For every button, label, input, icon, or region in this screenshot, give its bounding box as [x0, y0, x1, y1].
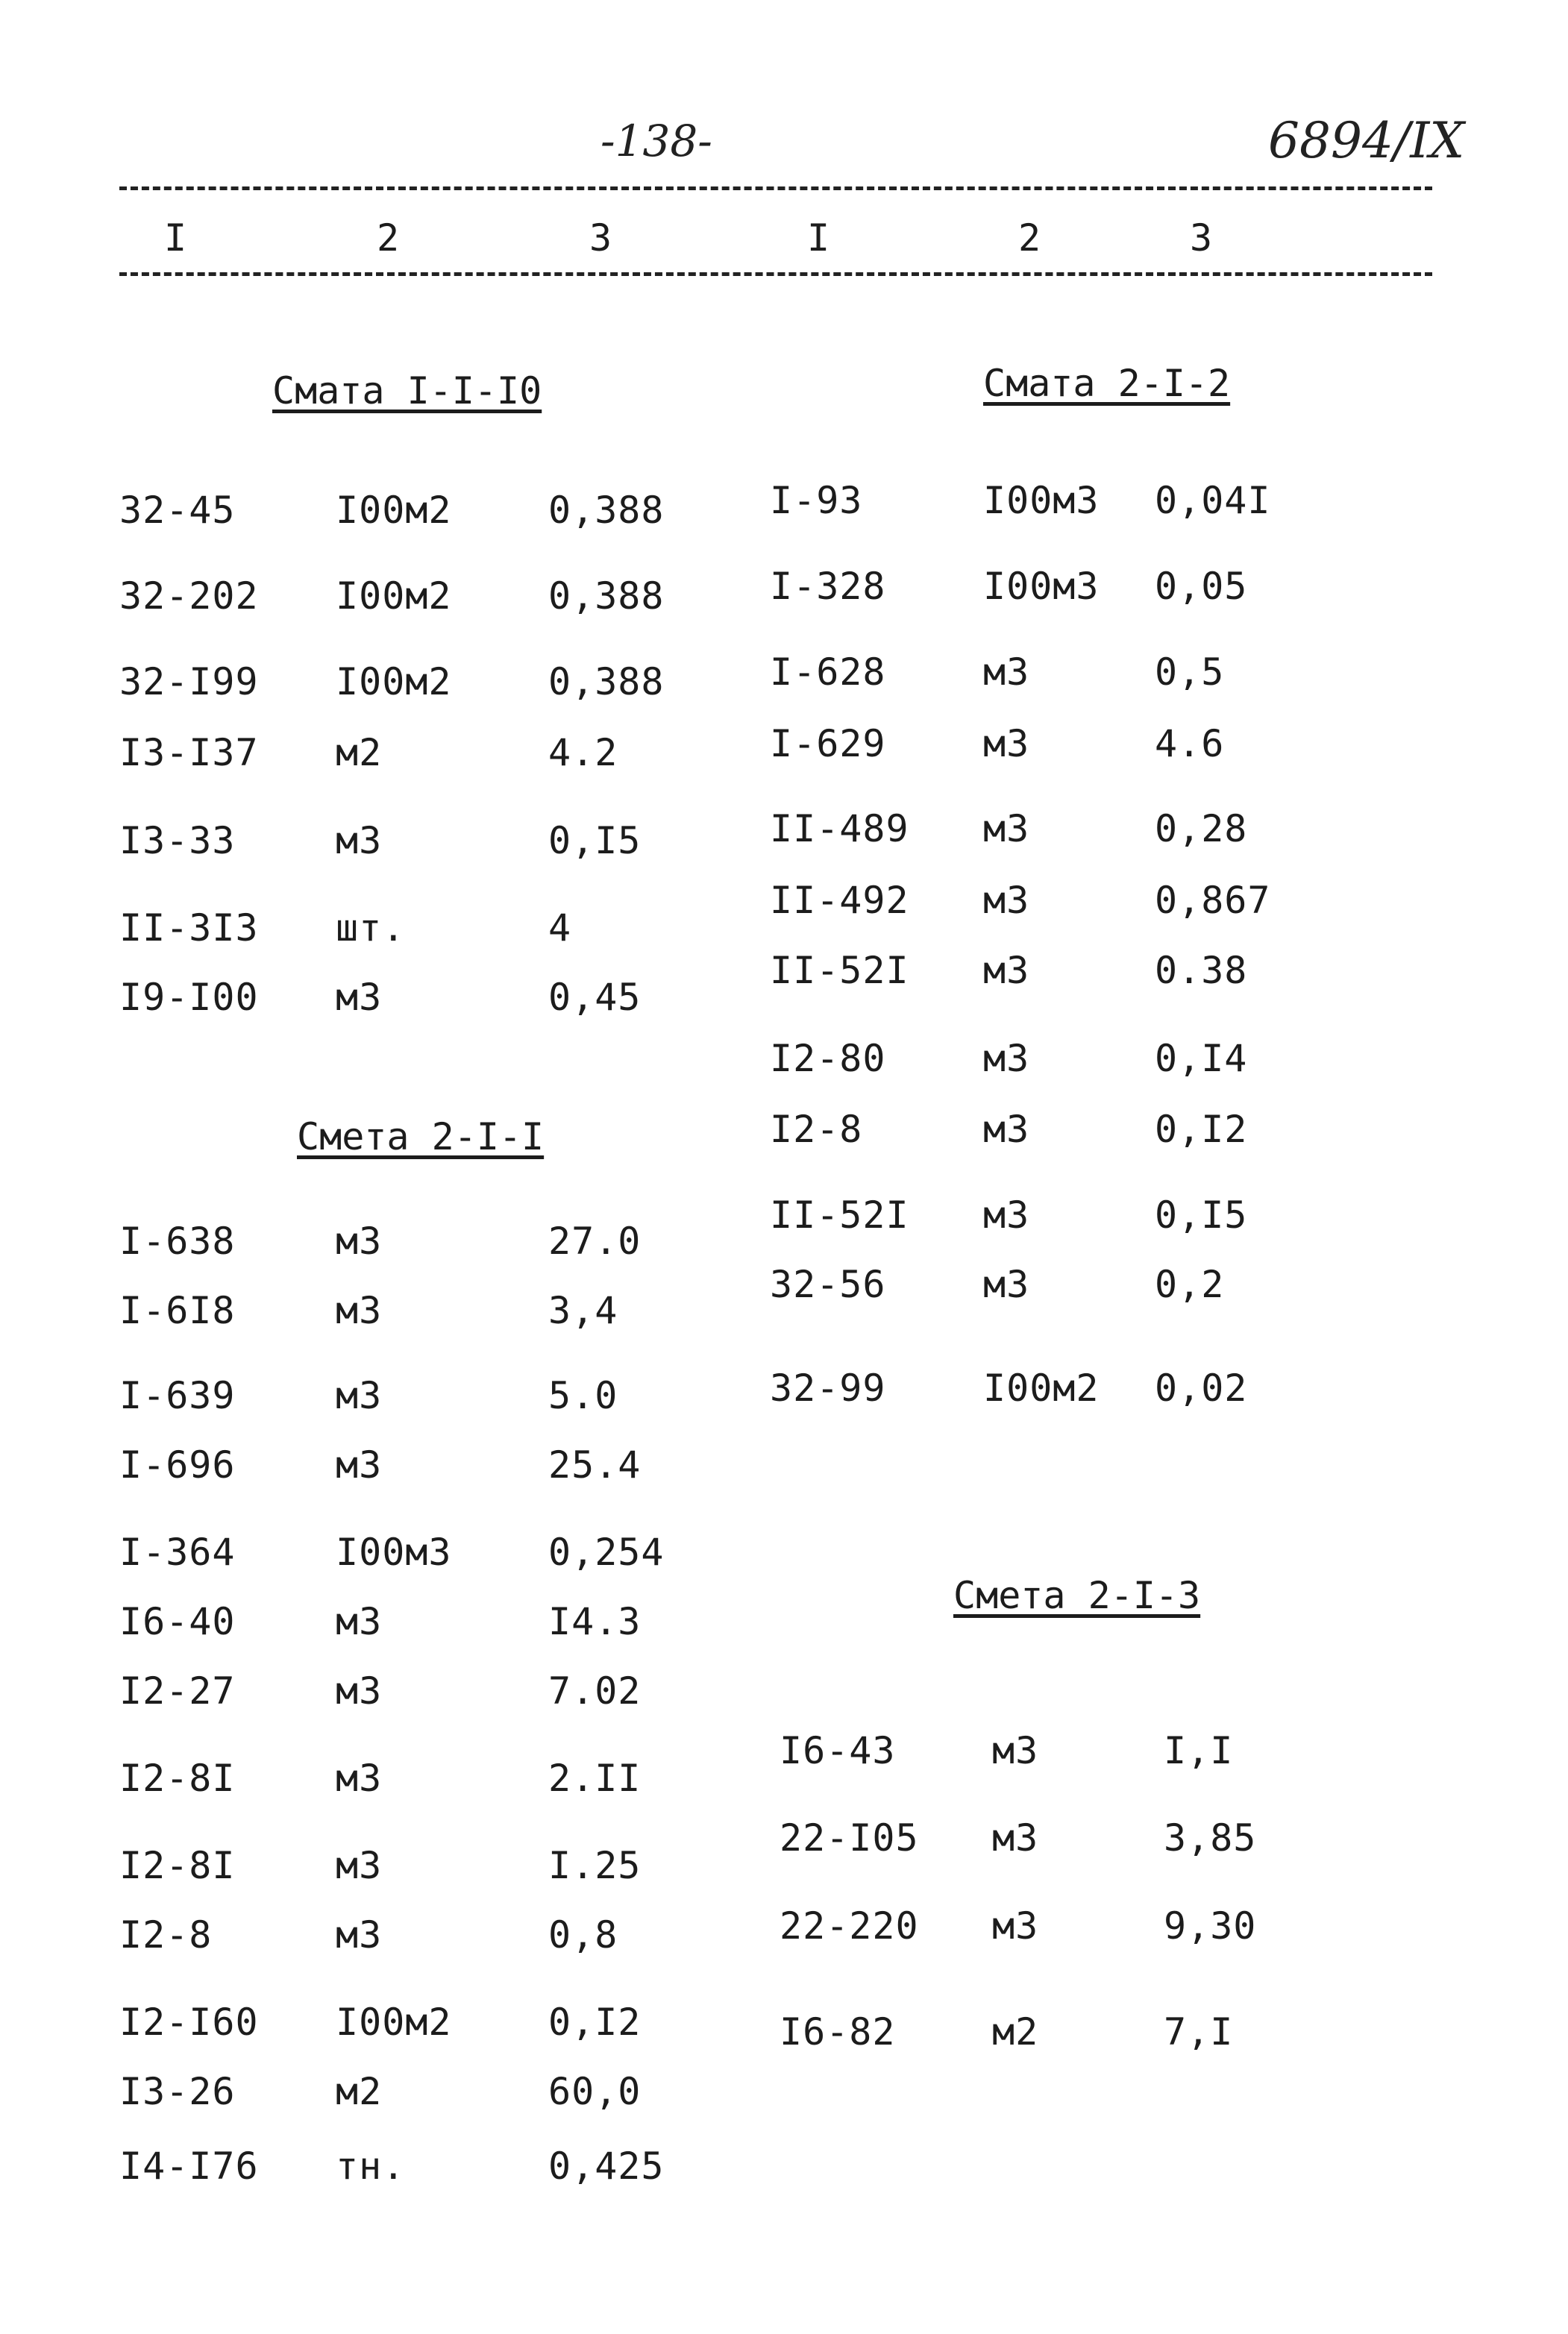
cell-quantity: 0,425 [548, 2145, 665, 2188]
cell-code: I-696 [119, 1443, 236, 1487]
cell-code: I4-I76 [119, 2145, 259, 2188]
cell-quantity: I.25 [548, 1844, 642, 1887]
cell-unit: м3 [336, 1669, 383, 1713]
cell-unit: I00м2 [336, 574, 452, 618]
cell-unit: м3 [336, 976, 383, 1019]
cell-unit: м3 [992, 1904, 1039, 1948]
cell-unit: I00м2 [336, 489, 452, 532]
page-number: -138- [600, 116, 712, 166]
cell-quantity: 0,388 [548, 574, 665, 618]
cell-code: I2-80 [770, 1037, 886, 1080]
cell-unit: м3 [983, 650, 1030, 694]
cell-unit: I00м2 [983, 1367, 1100, 1410]
cell-code: 22-I05 [780, 1816, 919, 1860]
cell-quantity: 0,02 [1155, 1367, 1248, 1410]
cell-code: I2-27 [119, 1669, 236, 1713]
cell-quantity: 4.6 [1155, 722, 1225, 765]
cell-quantity: 0,2 [1155, 1263, 1225, 1306]
cell-code: II-3I3 [119, 906, 259, 950]
cell-unit: м3 [983, 807, 1030, 850]
cell-code: I-6I8 [119, 1289, 236, 1332]
cell-code: 32-202 [119, 574, 259, 618]
column-header-2: 2 [377, 216, 400, 260]
cell-code: I6-40 [119, 1600, 236, 1643]
cell-quantity: 7,I [1164, 2010, 1234, 2054]
cell-code: 22-220 [780, 1904, 919, 1948]
cell-quantity: I,I [1164, 1729, 1234, 1772]
cell-unit: м3 [336, 1600, 383, 1643]
cell-code: I2-I60 [119, 2001, 259, 2044]
cell-code: I-364 [119, 1531, 236, 1574]
cell-code: I3-26 [119, 2070, 236, 2113]
cell-quantity: 0,8 [548, 1913, 618, 1957]
cell-quantity: 0.38 [1155, 949, 1248, 992]
header-top-divider [119, 186, 1432, 190]
cell-code: I-638 [119, 1220, 236, 1263]
cell-quantity: 60,0 [548, 2070, 642, 2113]
cell-code: I-628 [770, 650, 886, 694]
cell-unit: м3 [336, 819, 383, 862]
cell-unit: м3 [336, 1220, 383, 1263]
cell-quantity: 7.02 [548, 1669, 642, 1713]
cell-unit: I00м2 [336, 2001, 452, 2044]
cell-unit: I00м2 [336, 660, 452, 703]
cell-quantity: 5.0 [548, 1374, 618, 1417]
cell-quantity: 0,388 [548, 660, 665, 703]
cell-quantity: 4 [548, 906, 572, 950]
cell-unit: м3 [983, 722, 1030, 765]
cell-code: II-489 [770, 807, 909, 850]
cell-quantity: 0,254 [548, 1531, 665, 1574]
cell-code: 32-45 [119, 489, 236, 532]
cell-code: I9-I00 [119, 976, 259, 1019]
cell-quantity: 2.II [548, 1757, 642, 1800]
cell-code: I6-43 [780, 1729, 896, 1772]
cell-code: I-639 [119, 1374, 236, 1417]
cell-unit: м3 [983, 879, 1030, 922]
cell-quantity: 25.4 [548, 1443, 642, 1487]
cell-quantity: 9,30 [1164, 1904, 1257, 1948]
column-header-6: 3 [1190, 216, 1213, 260]
cell-quantity: 0,I5 [1155, 1193, 1248, 1237]
section-title: Смета 2-I-3 [953, 1574, 1201, 1617]
cell-quantity: 0,04I [1155, 479, 1271, 522]
cell-code: II-492 [770, 879, 909, 922]
cell-code: I2-8 [770, 1108, 863, 1151]
cell-code: I-328 [770, 565, 886, 608]
cell-quantity: 0,I2 [1155, 1108, 1248, 1151]
cell-quantity: 3,4 [548, 1289, 618, 1332]
column-header-3: 3 [589, 216, 612, 260]
cell-unit: м3 [336, 1289, 383, 1332]
cell-unit: I00м3 [983, 479, 1100, 522]
cell-quantity: 3,85 [1164, 1816, 1257, 1860]
cell-code: I-629 [770, 722, 886, 765]
cell-quantity: I4.3 [548, 1600, 642, 1643]
cell-unit: м3 [336, 1443, 383, 1487]
cell-unit: м3 [336, 1757, 383, 1800]
cell-unit: м3 [983, 1037, 1030, 1080]
cell-code: I2-8 [119, 1913, 213, 1957]
cell-unit: шт. [336, 906, 406, 950]
cell-code: I3-I37 [119, 731, 259, 774]
cell-unit: м3 [992, 1816, 1039, 1860]
cell-quantity: 0,I4 [1155, 1037, 1248, 1080]
cell-unit: м3 [983, 1263, 1030, 1306]
column-header-5: 2 [1018, 216, 1041, 260]
cell-code: I3-33 [119, 819, 236, 862]
cell-quantity: 0,28 [1155, 807, 1248, 850]
cell-quantity: 4.2 [548, 731, 618, 774]
cell-unit: тн. [336, 2145, 406, 2188]
cell-unit: м2 [336, 2070, 383, 2113]
cell-quantity: 0,05 [1155, 565, 1248, 608]
cell-code: I-93 [770, 479, 863, 522]
cell-unit: м3 [336, 1844, 383, 1887]
cell-unit: м3 [336, 1374, 383, 1417]
cell-unit: м3 [983, 949, 1030, 992]
cell-unit: м3 [336, 1913, 383, 1957]
cell-code: II-52I [770, 949, 909, 992]
cell-unit: м3 [983, 1193, 1030, 1237]
cell-code: II-52I [770, 1193, 909, 1237]
cell-unit: м2 [336, 731, 383, 774]
cell-code: 32-99 [770, 1367, 886, 1410]
cell-quantity: 27.0 [548, 1220, 642, 1263]
section-title: Смата I-I-I0 [272, 369, 542, 412]
document-number: 6894/IX [1268, 112, 1465, 169]
cell-code: I6-82 [780, 2010, 896, 2054]
column-header-4: I [807, 216, 830, 260]
cell-unit: I00м3 [336, 1531, 452, 1574]
cell-unit: м3 [992, 1729, 1039, 1772]
cell-code: I2-8I [119, 1844, 236, 1887]
cell-quantity: 0,I2 [548, 2001, 642, 2044]
section-title: Смата 2-I-2 [983, 362, 1231, 405]
cell-unit: м3 [983, 1108, 1030, 1151]
cell-code: 32-56 [770, 1263, 886, 1306]
cell-code: 32-I99 [119, 660, 259, 703]
cell-code: I2-8I [119, 1757, 236, 1800]
cell-unit: I00м3 [983, 565, 1100, 608]
cell-quantity: 0,5 [1155, 650, 1225, 694]
cell-quantity: 0,45 [548, 976, 642, 1019]
header-bottom-divider [119, 272, 1432, 276]
cell-quantity: 0,388 [548, 489, 665, 532]
section-title: Смета 2-I-I [297, 1115, 545, 1158]
cell-quantity: 0,867 [1155, 879, 1271, 922]
cell-quantity: 0,I5 [548, 819, 642, 862]
cell-unit: м2 [992, 2010, 1039, 2054]
column-header-1: I [164, 216, 187, 260]
